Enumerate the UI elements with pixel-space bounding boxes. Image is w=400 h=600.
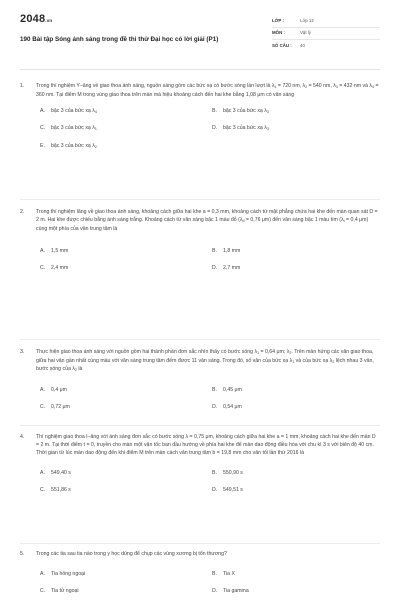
question-4	[20, 433, 380, 494]
brand-block	[20, 14, 250, 44]
question-number: 5.	[20, 551, 25, 557]
meta-value: Vật lý	[300, 30, 311, 36]
question-1	[20, 82, 380, 150]
question-number: 1.	[20, 83, 25, 89]
divider	[20, 199, 380, 200]
option-c[interactable]: C. 2,4 mm	[40, 264, 69, 271]
option-b[interactable]: B. 1,8 mm	[212, 247, 241, 254]
question-text: Thí nghiệm giao thoa I–âng với ánh sáng đơn sắc có bước sóng λ = 0,75 μm, khoảng cách giữa hai khe a = 1 mm, khoảng cách hai khe đến màn D = 2 m. Tại thời điểm t = 0, truyền cho màn một vận tốc ban đầu hướng về phía hai khe để màn dao động điều hòa với chu kì 3 s với biên độ 40 cm. Thời gian từ lúc màn dao động đến khi điểm M trên màn cách vân trung tâm b = 19,8 mm cho vân tối lần thứ 2016 là	[36, 434, 376, 457]
meta-key: SỐ CÂU :	[272, 42, 292, 48]
option-c[interactable]: C. bậc 3 của bức xạ $\lambda_1$	[40, 125, 97, 132]
option-d[interactable]: D. 549,51 s	[212, 487, 243, 494]
document-title: 190 Bài tập Sóng ánh sáng trong đề thi thử Đại học có lời giải (P1)	[20, 36, 219, 43]
meta-row-subject	[272, 28, 380, 40]
option-c[interactable]: C. 0,72 μm	[40, 403, 70, 410]
option-b[interactable]: B. 550,90 s	[212, 470, 243, 477]
option-d[interactable]: D. Tia gamma	[212, 588, 249, 595]
meta-table	[272, 16, 380, 52]
option-d[interactable]: D. bậc 3 của bức xạ $\lambda_3$	[212, 125, 269, 132]
meta-key: LỚP :	[272, 18, 284, 24]
option-a[interactable]: A. bậc 3 của bức xạ $\lambda_4$	[40, 107, 97, 114]
question-5	[20, 550, 380, 595]
meta-value: 40	[300, 42, 305, 48]
divider	[20, 543, 380, 544]
question-number: 4.	[20, 434, 25, 440]
divider	[20, 425, 380, 426]
option-c[interactable]: C. Tia tử ngoại	[40, 588, 79, 595]
site-logo[interactable]: 2048.vn	[20, 13, 53, 25]
question-number: 3.	[20, 349, 25, 355]
question-text: Trong thí nghiệm Y–âng về giao thoa ánh sáng, nguồn sáng gồm các bức xạ có bước sóng lần lượt là $\lambda_1 = 720$ nm, $\lambda_2 = 540$ nm, $\lambda_3 = 432$ nm và $\lambda_4 = 360$ nm. Tại điểm M trong vùng giao thoa trên màn mà hiệu khoảng cách đến hai khe bằng 1,08 μm có vân sáng	[36, 83, 379, 98]
meta-value: Lớp 12	[300, 18, 314, 24]
option-d[interactable]: D. 2,7 mm	[212, 264, 241, 271]
question-number: 2.	[20, 209, 25, 215]
page-header	[20, 14, 380, 70]
question-2	[20, 208, 380, 272]
meta-key: MÔN :	[272, 30, 285, 36]
question-text: Trong các tia sau tia nào trong y học dùng để chụp các vùng xương bị tổn thương?	[36, 551, 227, 557]
divider	[20, 339, 380, 340]
option-b[interactable]: B. Tia X	[212, 571, 235, 578]
meta-row-count	[272, 40, 380, 52]
option-e[interactable]: E. bậc 3 của bức xạ $\lambda_2$	[40, 142, 97, 149]
option-b[interactable]: B. bậc 3 của bức xạ $\lambda_3$	[212, 107, 269, 114]
question-3	[20, 348, 380, 411]
option-a[interactable]: A. 0,4 μm	[40, 386, 67, 393]
option-d[interactable]: D. 0,54 μm	[212, 403, 242, 410]
meta-row-class	[272, 16, 380, 28]
option-a[interactable]: A. Tia hồng ngoại	[40, 571, 86, 578]
question-text: Thực hiện giao thoa ánh sáng với nguồn gồm hai thành phần đơn sắc nhìn thấy có bước sóng $\lambda_1 = 0,64$ μm; $\lambda_2$. Trên màn hứng các vân giao thoa, giữa hai vân gần nhất cùng màu với vân sáng trung tâm đếm được 11 vân sáng. Trong đó, số vân của bức xạ $\lambda_1$ và của bức xạ $\lambda_2$ lệch nhau 3 vân, bước sóng của $\lambda_2$ là	[36, 349, 374, 373]
option-a[interactable]: A. 1,5 mm	[40, 247, 69, 254]
option-c[interactable]: C. 551,86 s	[40, 487, 71, 494]
option-a[interactable]: A. 549,40 s	[40, 470, 71, 477]
question-text: Trong thí nghiệm Iâng về giao thoa ánh sáng, khoảng cách giữa hai khe a = 0,3 mm, khoảng cách từ mặt phẳng chứa hai khe đến màn quan sát D = 2 m. Hai khe được chiếu bằng ánh sáng trắng. Khoảng cách từ vân sáng bậc 1 màu đỏ ($\lambda_đ = 0,76$ μm) đến vân sáng bậc 1 màu tím ($\lambda_t = 0,4$ μm) cùng một phía của vân trung tâm là	[36, 209, 378, 232]
option-b[interactable]: B. 0,45 μm	[212, 386, 242, 393]
